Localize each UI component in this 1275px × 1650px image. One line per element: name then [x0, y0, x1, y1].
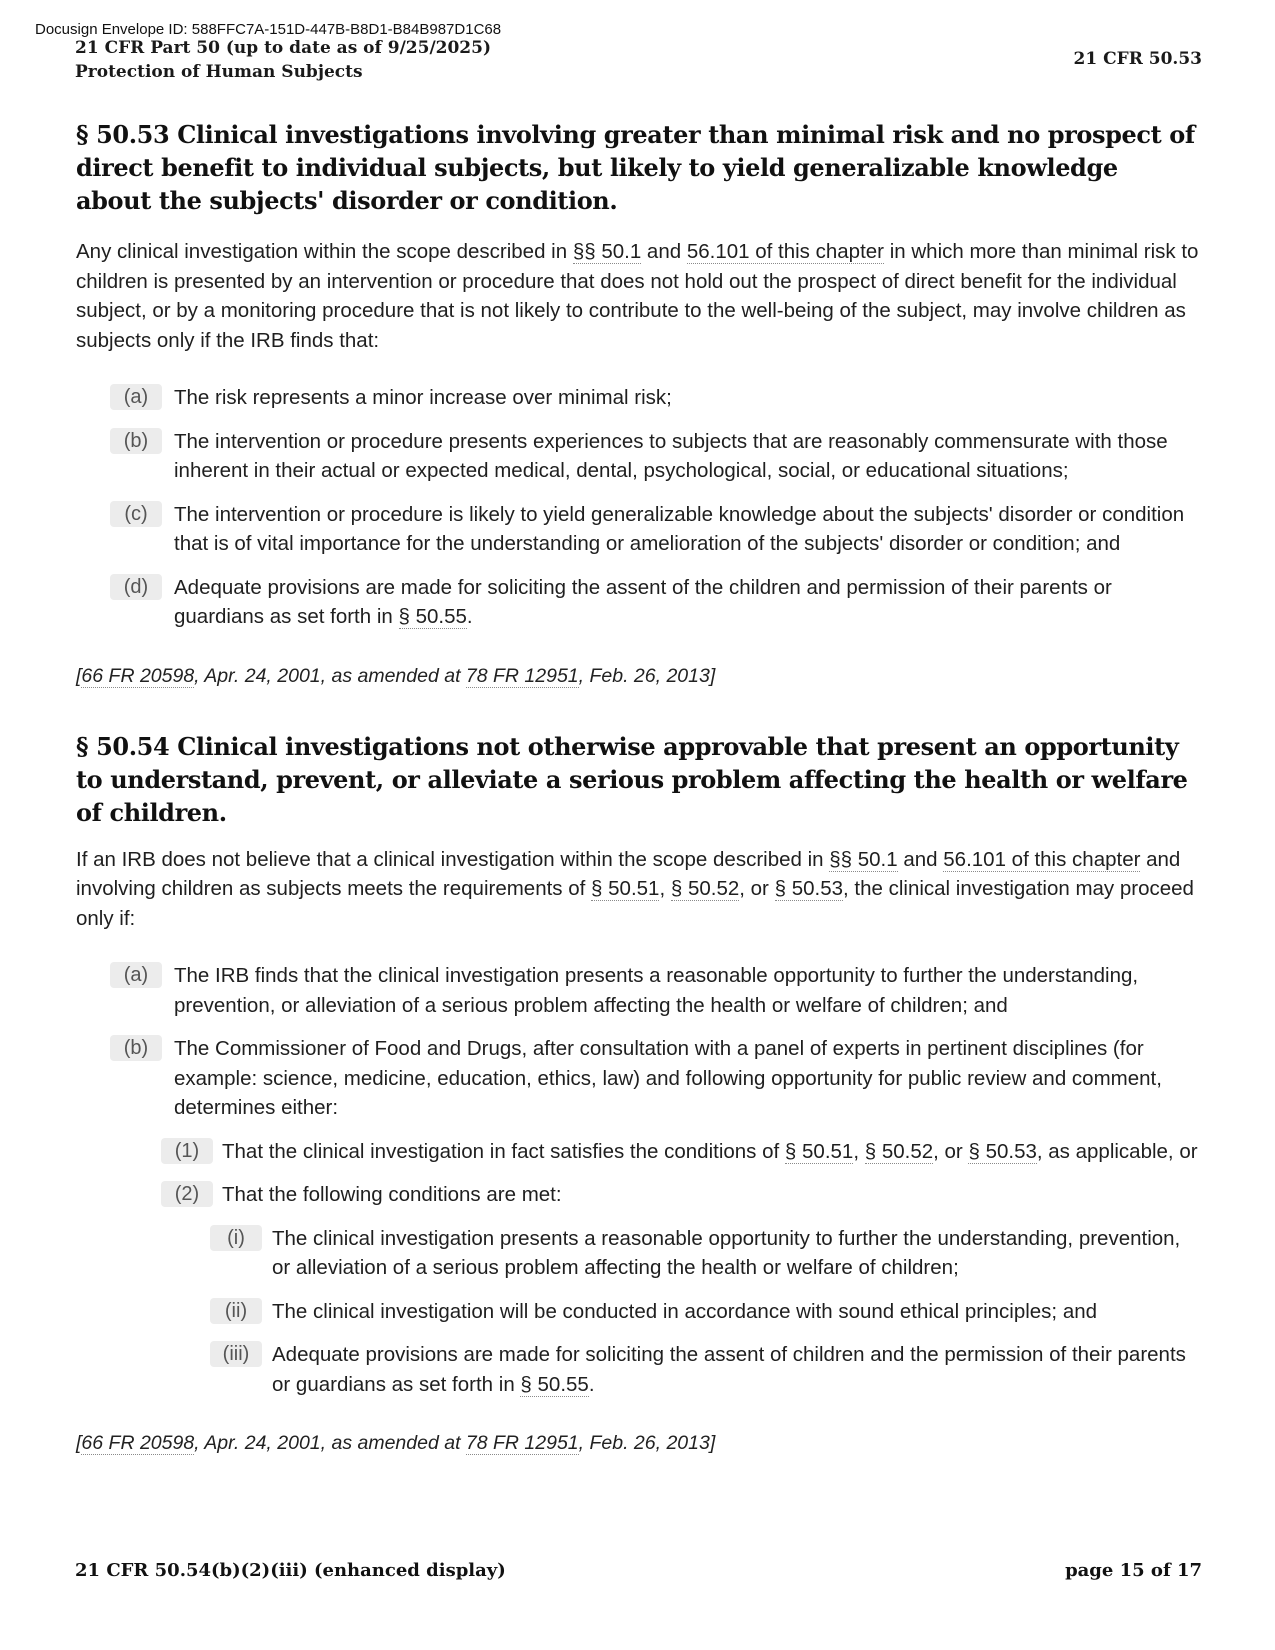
paragraph-label[interactable]: (i) [210, 1225, 262, 1251]
paragraph-text: The Commissioner of Food and Drugs, after consultation with a panel of experts in pertinent disciplines (for example: science, medicine, education, ethics, law) and following opportunity for public review and comment, determines either: [174, 1037, 1162, 1119]
text: and [641, 240, 687, 263]
section-heading: § 50.54 Clinical investigations not otherwise approvable that present an opportunity to understand, prevent, or alleviate a serious problem affecting the health or welfare of children. [76, 731, 1188, 827]
link-50-52[interactable]: § 50.52 [670, 877, 740, 900]
text: , Feb. 26, 2013] [578, 1432, 716, 1454]
text: and [897, 847, 944, 871]
citation [76, 662, 1200, 690]
paragraph-text: The IRB finds that the clinical investigation presents a reasonable opportunity to further the understanding, prevention, or alleviation of a serious problem affecting the health or welfare of children; and [174, 964, 1139, 1017]
paragraph-text: Adequate provisions are made for soliciting the assent of children and the permission of their parents or guardians as set forth in [272, 1343, 1186, 1396]
text: , Feb. 26, 2013] [578, 664, 716, 687]
paragraph-b-2-i [76, 1224, 1200, 1283]
text: Any clinical investigation within the scope described in [76, 240, 573, 263]
paragraph-label[interactable]: (b) [110, 1035, 162, 1061]
citation [76, 1429, 1200, 1457]
paragraph-label[interactable]: (2) [161, 1181, 213, 1207]
text: [ [76, 1432, 82, 1454]
text: in which more than minimal risk to children is presented by an intervention or procedure that does not hold out the prospect of direct benefit for the individual subject, or by a monitoring procedure that is not likely to contribute to the well-being of the subject, may involve children as subjects only if the IRB finds that: [76, 240, 1199, 352]
paragraph-text: The intervention or procedure is likely to yield generalizable knowledge about the subjects' disorder or condition that is of vital importance for the understanding or amelioration of the subjects' disorder or condition; and [174, 502, 1185, 555]
link-50-53[interactable]: § 50.53 [774, 877, 843, 900]
header-section-ref: 21 CFR 50.53 [1073, 49, 1202, 69]
paragraph-text: The risk represents a minor increase over minimal risk; [174, 386, 672, 409]
paragraph-label[interactable]: (ii) [210, 1298, 262, 1324]
link-50-51[interactable]: § 50.51 [784, 1139, 854, 1163]
paragraph-text: The clinical investigation will be conducted in accordance with sound ethical principles; and [272, 1299, 1098, 1323]
paragraph-b [76, 1034, 1200, 1123]
paragraph-b-1 [76, 1137, 1200, 1167]
link-50-53[interactable]: § 50.53 [968, 1139, 1037, 1163]
link-50-51[interactable]: § 50.51 [591, 877, 660, 900]
link-56-101[interactable]: 56.101 of this chapter [686, 240, 885, 263]
text: , [853, 1139, 865, 1163]
page-number: page 15 of 17 [1065, 1560, 1202, 1581]
link-56-101[interactable]: 56.101 of this chapter [943, 847, 1141, 871]
link-50-55[interactable]: § 50.55 [398, 605, 467, 628]
section-intro [76, 237, 1200, 355]
paragraph-text: The intervention or procedure presents experiences to subjects that are reasonably commensurate with those inherent in their actual or expected medical, dental, psychological, social, or educational situations; [174, 429, 1168, 482]
paragraph-b-2 [76, 1180, 1200, 1210]
link-50-55[interactable]: § 50.55 [520, 1372, 589, 1396]
section-50-54 [76, 730, 1200, 1458]
text: That the clinical investigation in fact satisfies the conditions of [222, 1139, 785, 1163]
paragraph-text: Adequate provisions are made for soliciting the assent of the children and permission of their parents or guardians as set forth in [174, 575, 1112, 628]
paragraph-a [76, 961, 1200, 1020]
document-header [75, 36, 491, 84]
paragraph-label[interactable]: (a) [110, 384, 162, 410]
footer-section-ref: 21 CFR 50.54(b)(2)(iii) (enhanced display) [75, 1560, 506, 1581]
text: and involving children as subjects meets the requirements of [76, 847, 1181, 900]
section-heading: § 50.53 Clinical investigations involving greater than minimal risk and no prospect of direct benefit to individual subjects, but likely to yield generalizable knowledge about the subjects' disorder or condition. [76, 120, 1195, 215]
paragraph-list [76, 383, 1200, 632]
paragraph-label[interactable]: (d) [110, 574, 162, 600]
link-50-52[interactable]: § 50.52 [864, 1139, 934, 1163]
paragraph-b-2-ii [76, 1297, 1200, 1327]
paragraph-b-2-iii [76, 1340, 1200, 1399]
text: . [588, 1372, 595, 1396]
link-78-fr-12951[interactable]: 78 FR 12951 [465, 1432, 579, 1454]
link-50-1[interactable]: §§ 50.1 [572, 240, 642, 263]
text: If an IRB does not believe that a clinical investigation within the scope described in [76, 847, 830, 871]
paragraph-text: The clinical investigation presents a reasonable opportunity to further the understanding, prevention, or alleviation of a serious problem affecting the health or welfare of children; [272, 1226, 1181, 1279]
paragraph-text: That the following conditions are met: [222, 1183, 562, 1206]
text: . [466, 605, 473, 628]
paragraph-d [76, 573, 1200, 632]
text: , Apr. 24, 2001, as amended at [194, 1432, 466, 1454]
link-78-fr-12951[interactable]: 78 FR 12951 [465, 664, 579, 687]
text: , Apr. 24, 2001, as amended at [194, 664, 466, 687]
paragraph-a [76, 383, 1200, 413]
docusign-envelope-id: Docusign Envelope ID: 588FFC7A-151D-447B-B8D1-B84B987D1C68 [35, 21, 502, 38]
header-title: 21 CFR Part 50 (up to date as of 9/25/2025) [75, 38, 492, 58]
link-66-fr-20598[interactable]: 66 FR 20598 [81, 664, 195, 687]
paragraph-label[interactable]: (1) [161, 1138, 213, 1164]
section-50-53 [76, 118, 1200, 690]
text: , or [933, 1139, 969, 1163]
paragraph-label[interactable]: (b) [110, 428, 162, 454]
text: , as applicable, or [1036, 1139, 1198, 1163]
paragraph-label[interactable]: (c) [110, 501, 162, 527]
text: , the clinical investigation may proceed only if: [76, 877, 1194, 930]
page-content [76, 118, 1200, 1457]
paragraph-label[interactable]: (a) [110, 962, 162, 988]
paragraph-c [76, 500, 1200, 559]
paragraph-label[interactable]: (iii) [210, 1341, 262, 1367]
section-intro [76, 845, 1200, 934]
link-50-1[interactable]: §§ 50.1 [829, 847, 898, 871]
text: , or [739, 877, 775, 900]
header-subtitle: Protection of Human Subjects [75, 62, 363, 82]
text: [ [76, 664, 82, 687]
paragraph-list [76, 961, 1200, 1399]
text: , [659, 877, 671, 900]
paragraph-b [76, 427, 1200, 486]
link-66-fr-20598[interactable]: 66 FR 20598 [81, 1432, 195, 1454]
